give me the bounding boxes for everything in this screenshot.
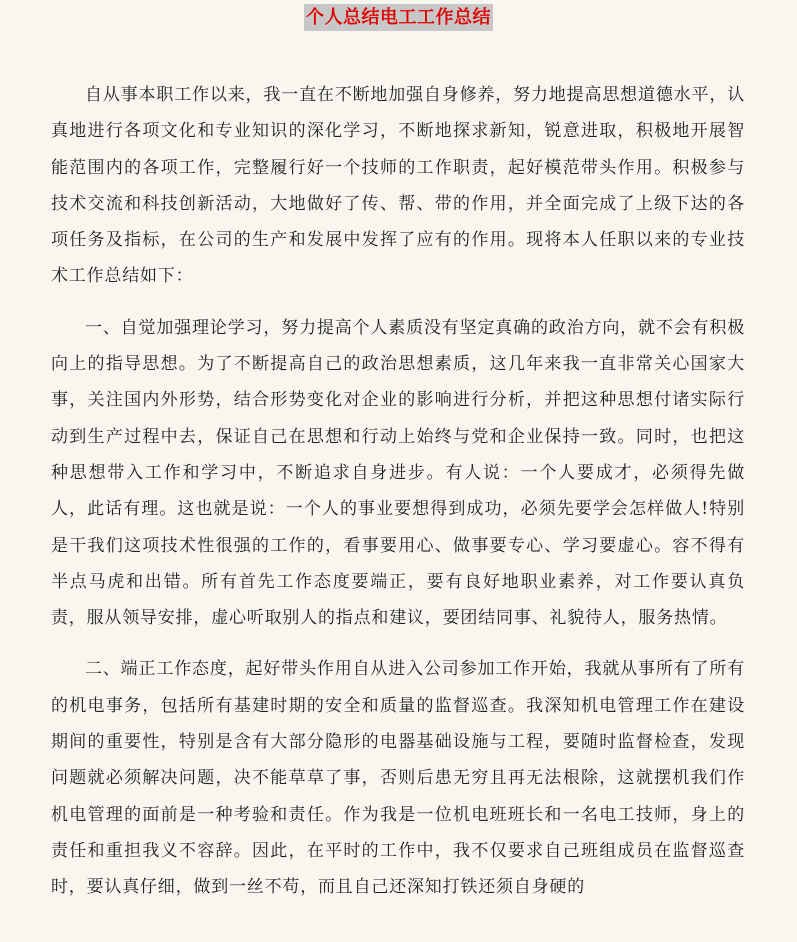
document-body	[51, 77, 745, 906]
paragraph-work-attitude: 二、端正工作态度，起好带头作用自从进入公司参加工作开始，我就从事所有了所有的机电事务，包括所有基建时期的安全和质量的监督巡查。我深知机电管理工作在建设期间的重要性，特别是含有大部分隐形的电器基础设施与工程，要随时监督检查，发现问题就必须解决问题，决不能草草了事，否则后患无穷且再无法根除，这就摆机我们作机电管理的面前是一种考验和责任。作为我是一位机电班班长和一名电工技师，身上的责任和重担我义不容辞。因此，在平时的工作中，我不仅要求自己班组成员在监督巡查时，要认真仔细，做到一丝不苟，而且自己还深知打铁还须自身硬的	[51, 659, 745, 898]
paragraph-intro: 自从事本职工作以来，我一直在不断地加强自身修养，努力地提高思想道德水平，认真地进行各项文化和专业知识的深化学习，不断地探求新知，锐意进取，积极地开展智能范围内的各项工作，完整履行好一个技师的工作职责，起好模范带头作用。积极参与技术交流和科技创新活动，大地做好了传、帮、带的作用，并全面完成了上级下达的各项任务及指标，在公司的生产和发展中发挥了应有的作用。现将本人任职以来的专业技术工作总结如下：	[51, 85, 745, 287]
paragraph-theory-study: 一、自觉加强理论学习，努力提高个人素质没有坚定真确的政治方向，就不会有积极向上的指导思想。为了不断提高自己的政治思想素质，这几年来我一直非常关心国家大事，关注国内外形势，结合形势变化对企业的影响进行分析，并把这种思想付诸实际行动到生产过程中去，保证自己在思想和行动上始终与党和企业保持一致。同时，也把这种思想带入工作和学习中，不断追求自身进步。有人说：一个人要成才，必须得先做人，此话有理。这也就是说：一个人的事业要想得到成功，必须先要学会怎样做人!特别是干我们这项技术性很强的工作的，看事要用心、做事要专心、学习要虚心。容不得有半点马虎和出错。所有首先工作态度要端正，要有良好地职业素养，对工作要认真负责，服从领导安排，虚心听取别人的指点和建议，要团结同事、礼貌待人，服务热情。	[51, 317, 745, 629]
title-container	[0, 4, 797, 31]
document-title: 个人总结电工工作总结	[304, 4, 493, 31]
